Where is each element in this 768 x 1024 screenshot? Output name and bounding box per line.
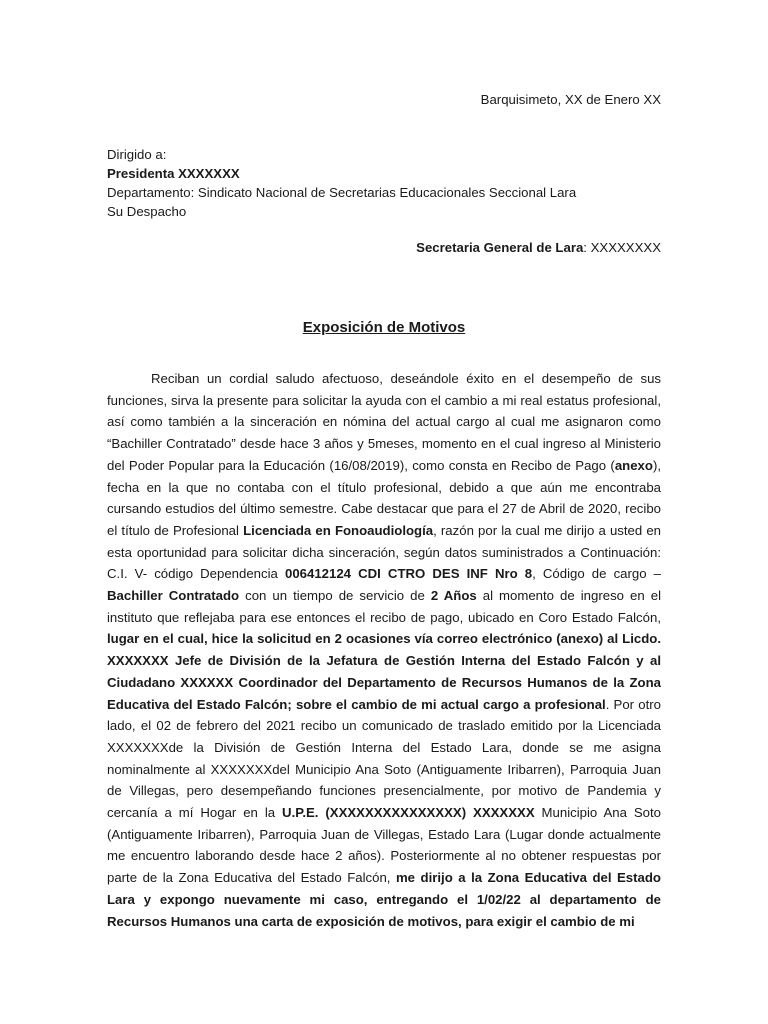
recipient-name: Presidenta XXXXXXX (107, 166, 240, 181)
body-bold-text: Licenciada en Fonoaudiología (243, 522, 434, 538)
body-text: , razón por la cual me dirijo a usted en esta oportunidad para solicitar dicha sinceración, según datos suministrados a Continuación: C.I. V- código Dependencia (107, 522, 662, 582)
body-bold-text: U.P.E. (XXXXXXXXXXXXXXX) XXXXXXX (282, 805, 535, 821)
body-bold-text: anexo (614, 457, 653, 473)
recipient-office: Su Despacho (107, 204, 187, 219)
body-text: , Código de cargo – (532, 566, 661, 582)
secretary-value: : XXXXXXXX (583, 240, 661, 255)
secretary-line (416, 240, 661, 255)
body-bold-text: 006412124 CDI CTRO DES INF Nro 8 (284, 566, 533, 582)
body-text: Municipio Ana Soto (Antiguamente Iribarren), Parroquia Juan de Villegas, Estado Lara (Lugar donde actualmente me encuentro laborando desde hace 2 años). Posteriormente al no obtener respuestas por parte de la Zona Educativa del Estado Falcón, (107, 805, 662, 886)
body-text: con un tiempo de servicio de (239, 588, 431, 604)
body-bold-text: lugar en el cual, hice la solicitud en 2 ocasiones vía correo electrónico (anexo) al Licdo. XXXXXXX Jefe de División de la Jefatura de Gestión Interna del Estado Falcón y al Ciudadano XXXXXX Coordinador del Departamento de Recursos Humanos de la Zona Educativa del Estado Falcón; sobre el cambio de mi actual cargo a profesional (107, 631, 661, 712)
body-text: Reciban un cordial saludo afectuoso, deseándole éxito en el desempeño de sus funciones, sirva la presente para solicitar la ayuda con el cambio a mi real estatus profesional, así como también a la sinceración en nómina del actual cargo al cual me asignaron como “Bachiller Contratado” desde hace 3 años y 5meses, momento en el cual ingreso al Ministerio del Poder Popular para la Educación (16/08/2019), como consta en Recibo de Pago ( (107, 371, 661, 473)
body-paragraph (107, 368, 661, 932)
secretary-label: Secretaria General de Lara (416, 240, 584, 255)
body-bold-text: 2 Años (430, 588, 477, 604)
body-bold-text: Bachiller Contratado (107, 588, 240, 604)
date-line: Barquisimeto, XX de Enero XX (480, 92, 661, 107)
body-text: ), fecha en la que no contaba con el título profesional, debido a que aún me encontraba cursando estudios del último semestre. Cabe destacar que para el 27 de Abril de 2020, recibo el título de Profesional (107, 457, 661, 538)
body-text: al momento de ingreso en el instituto que reflejaba para ese entonces el recibo de pago, ubicado en Coro Estado Falcón, (107, 588, 662, 625)
addressed-to-label: Dirigido a: (107, 147, 167, 162)
document-title: Exposición de Motivos (302, 319, 466, 336)
body-bold-text: me dirijo a la Zona Educativa del Estado Lara y expongo nuevamente mi caso, entregando el 1/02/22 al departamento de Recursos Humanos una carta de exposición de motivos, para exigir el cambio de mi (107, 870, 661, 929)
recipient-department: Departamento: Sindicato Nacional de Secretarias Educacionales Seccional Lara (107, 185, 577, 200)
recipient-block (107, 145, 576, 221)
body-text: . Por otro lado, el 02 de febrero del 2021 recibo un comunicado de traslado emitido por la Licenciada XXXXXXXde la División de Gestión Interna del Estado Lara, donde se me asigna nominalmente al XXXXXXXdel Municipio Ana Soto (Antiguamente Iribarren), Parroquia Juan de Villegas, pero desempeñando funciones presencialmente, por motivo de Pandemia y cercanía a mí Hogar en la (107, 696, 661, 821)
